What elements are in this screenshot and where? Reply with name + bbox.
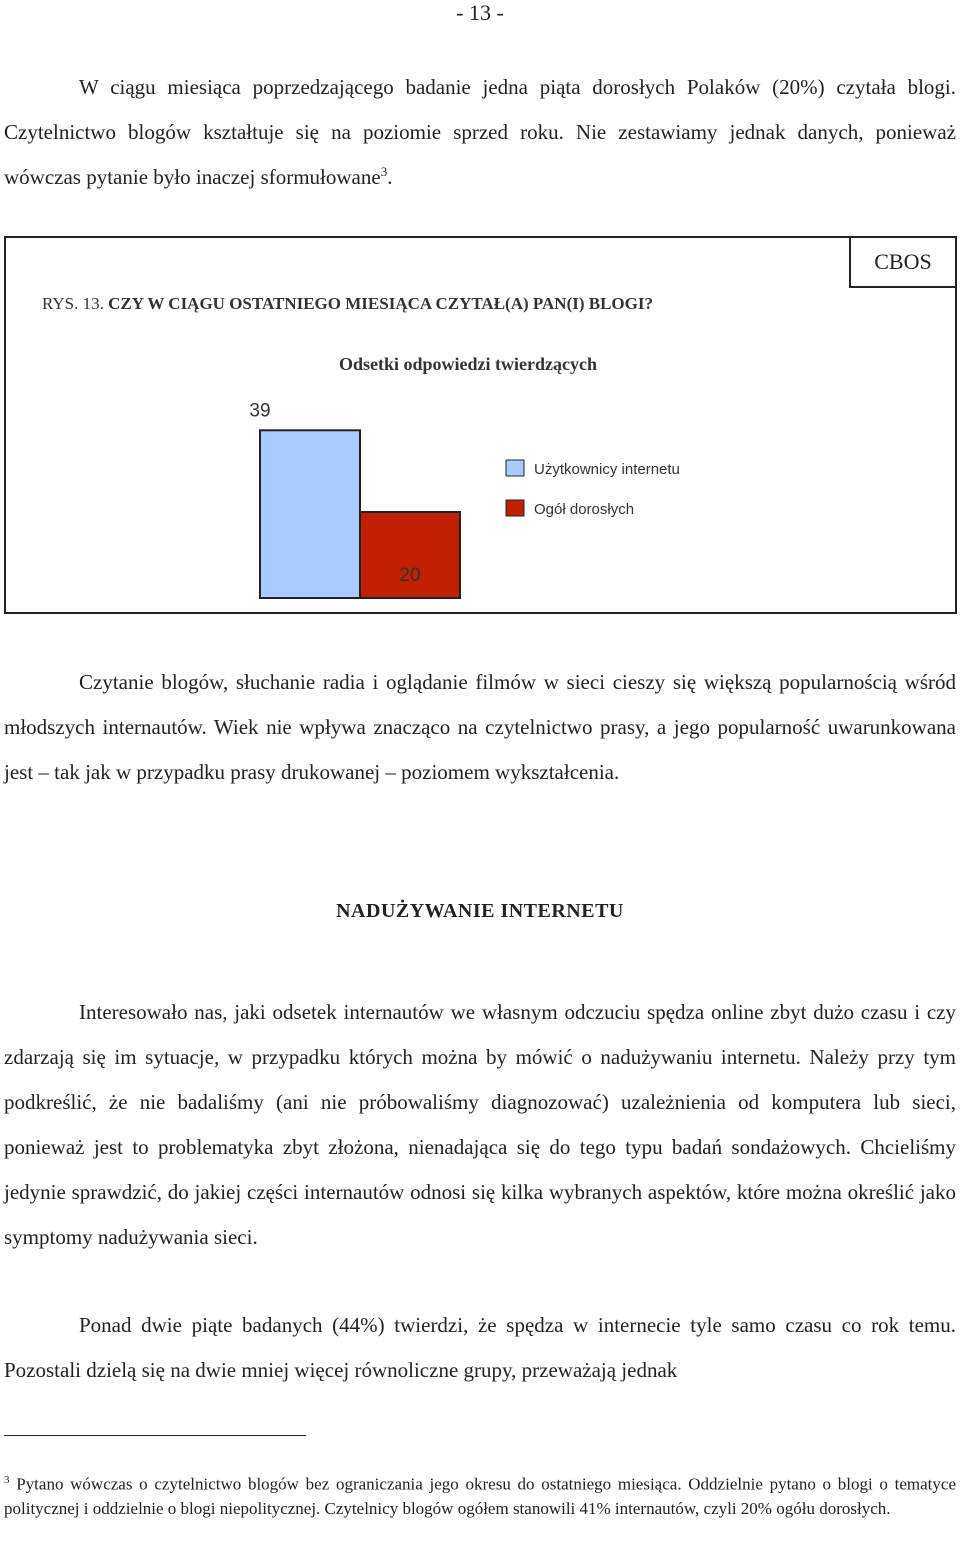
paragraph-blog-readership: [4, 65, 956, 200]
footnote-text: Pytano wówczas o czytelnictwo blogów bez ograniczania jego okresu do ostatniego miesiąca. Oddzielnie pytano o blogi o tematyce politycznej i oddzielnie o blogi niepolitycznej. Czytelnicy blogów ogółem stanowili 41% internautów, czyli 20% ogółu dorosłych.: [4, 1474, 957, 1518]
legend-swatch: [506, 500, 524, 516]
footnote-number: 3: [4, 1474, 10, 1486]
legend-label: Ogół dorosłych: [534, 501, 635, 518]
paragraph-time-online: Ponad dwie piąte badanych (44%) twierdzi, że spędza w internecie tyle samo czasu co rok temu. Pozostali dzielą się na dwie mniej więcej równoliczne grupy, przeważają jednak: [4, 1313, 956, 1382]
paragraph-age-influence: Czytanie blogów, słuchanie radia i oglądanie filmów w sieci cieszy się większą popularnością wśród młodszych internautów. Wiek nie wpływa znacząco na czytelnictwo prasy, a jego popularność uwarunkowana jest – tak jak w przypadku prasy drukowanej – poziomem wykształcenia.: [4, 670, 956, 784]
chart-subtitle: Odsetki odpowiedzi twierdzących: [339, 354, 597, 374]
source-label: CBOS: [849, 236, 957, 288]
legend-swatch: [506, 460, 524, 476]
figure-label: RYS. 13.: [42, 294, 104, 313]
figure-question: CZY W CIĄGU OSTATNIEGO MIESIĄCA CZYTAŁ(A) PAN(I) BLOGI?: [108, 294, 653, 313]
figure-blog-reading: [4, 236, 957, 614]
legend-label: Użytkownicy internetu: [534, 461, 680, 478]
data-label: 20: [399, 565, 421, 586]
paragraph-end: .: [387, 165, 393, 189]
section-heading: NADUŻYWANIE INTERNETU: [336, 900, 624, 922]
bar-internet-users: [260, 430, 360, 598]
paragraph-text: W ciągu miesiąca poprzedzającego badanie jedna piąta dorosłych Polaków (20%) czytała blogi. Czytelnictwo blogów kształtuje się na poziomie sprzed roku. Nie zestawiamy jednak danych, ponieważ wówczas pytanie było inaczej sformułowane: [4, 75, 956, 189]
page-number: - 13 -: [456, 0, 504, 25]
footnote: [4, 1468, 956, 1521]
footnote-divider: [4, 1435, 306, 1436]
paragraph-internet-overuse: Interesowało nas, jaki odsetek internautów we własnym odczuciu spędza online zbyt dużo czasu i czy zdarzają się im sytuacje, w przypadku których można by mówić o nadużywaniu internetu. Należy przy tym podkreślić, że nie badaliśmy (ani nie próbowaliśmy diagnozować) uzależnienia od komputera lub sieci, ponieważ jest to problematyka zbyt złożona, nienadająca się do tego typu badań sondażowych. Chcieliśmy jedynie sprawdzić, do jakiej części internautów odnosi się kilka wybranych aspektów, które można określić jako symptomy nadużywania sieci.: [4, 1000, 956, 1249]
footnote-reference[interactable]: 3: [380, 164, 388, 179]
bar-chart: [6, 238, 955, 612]
data-label: 39: [249, 400, 271, 422]
